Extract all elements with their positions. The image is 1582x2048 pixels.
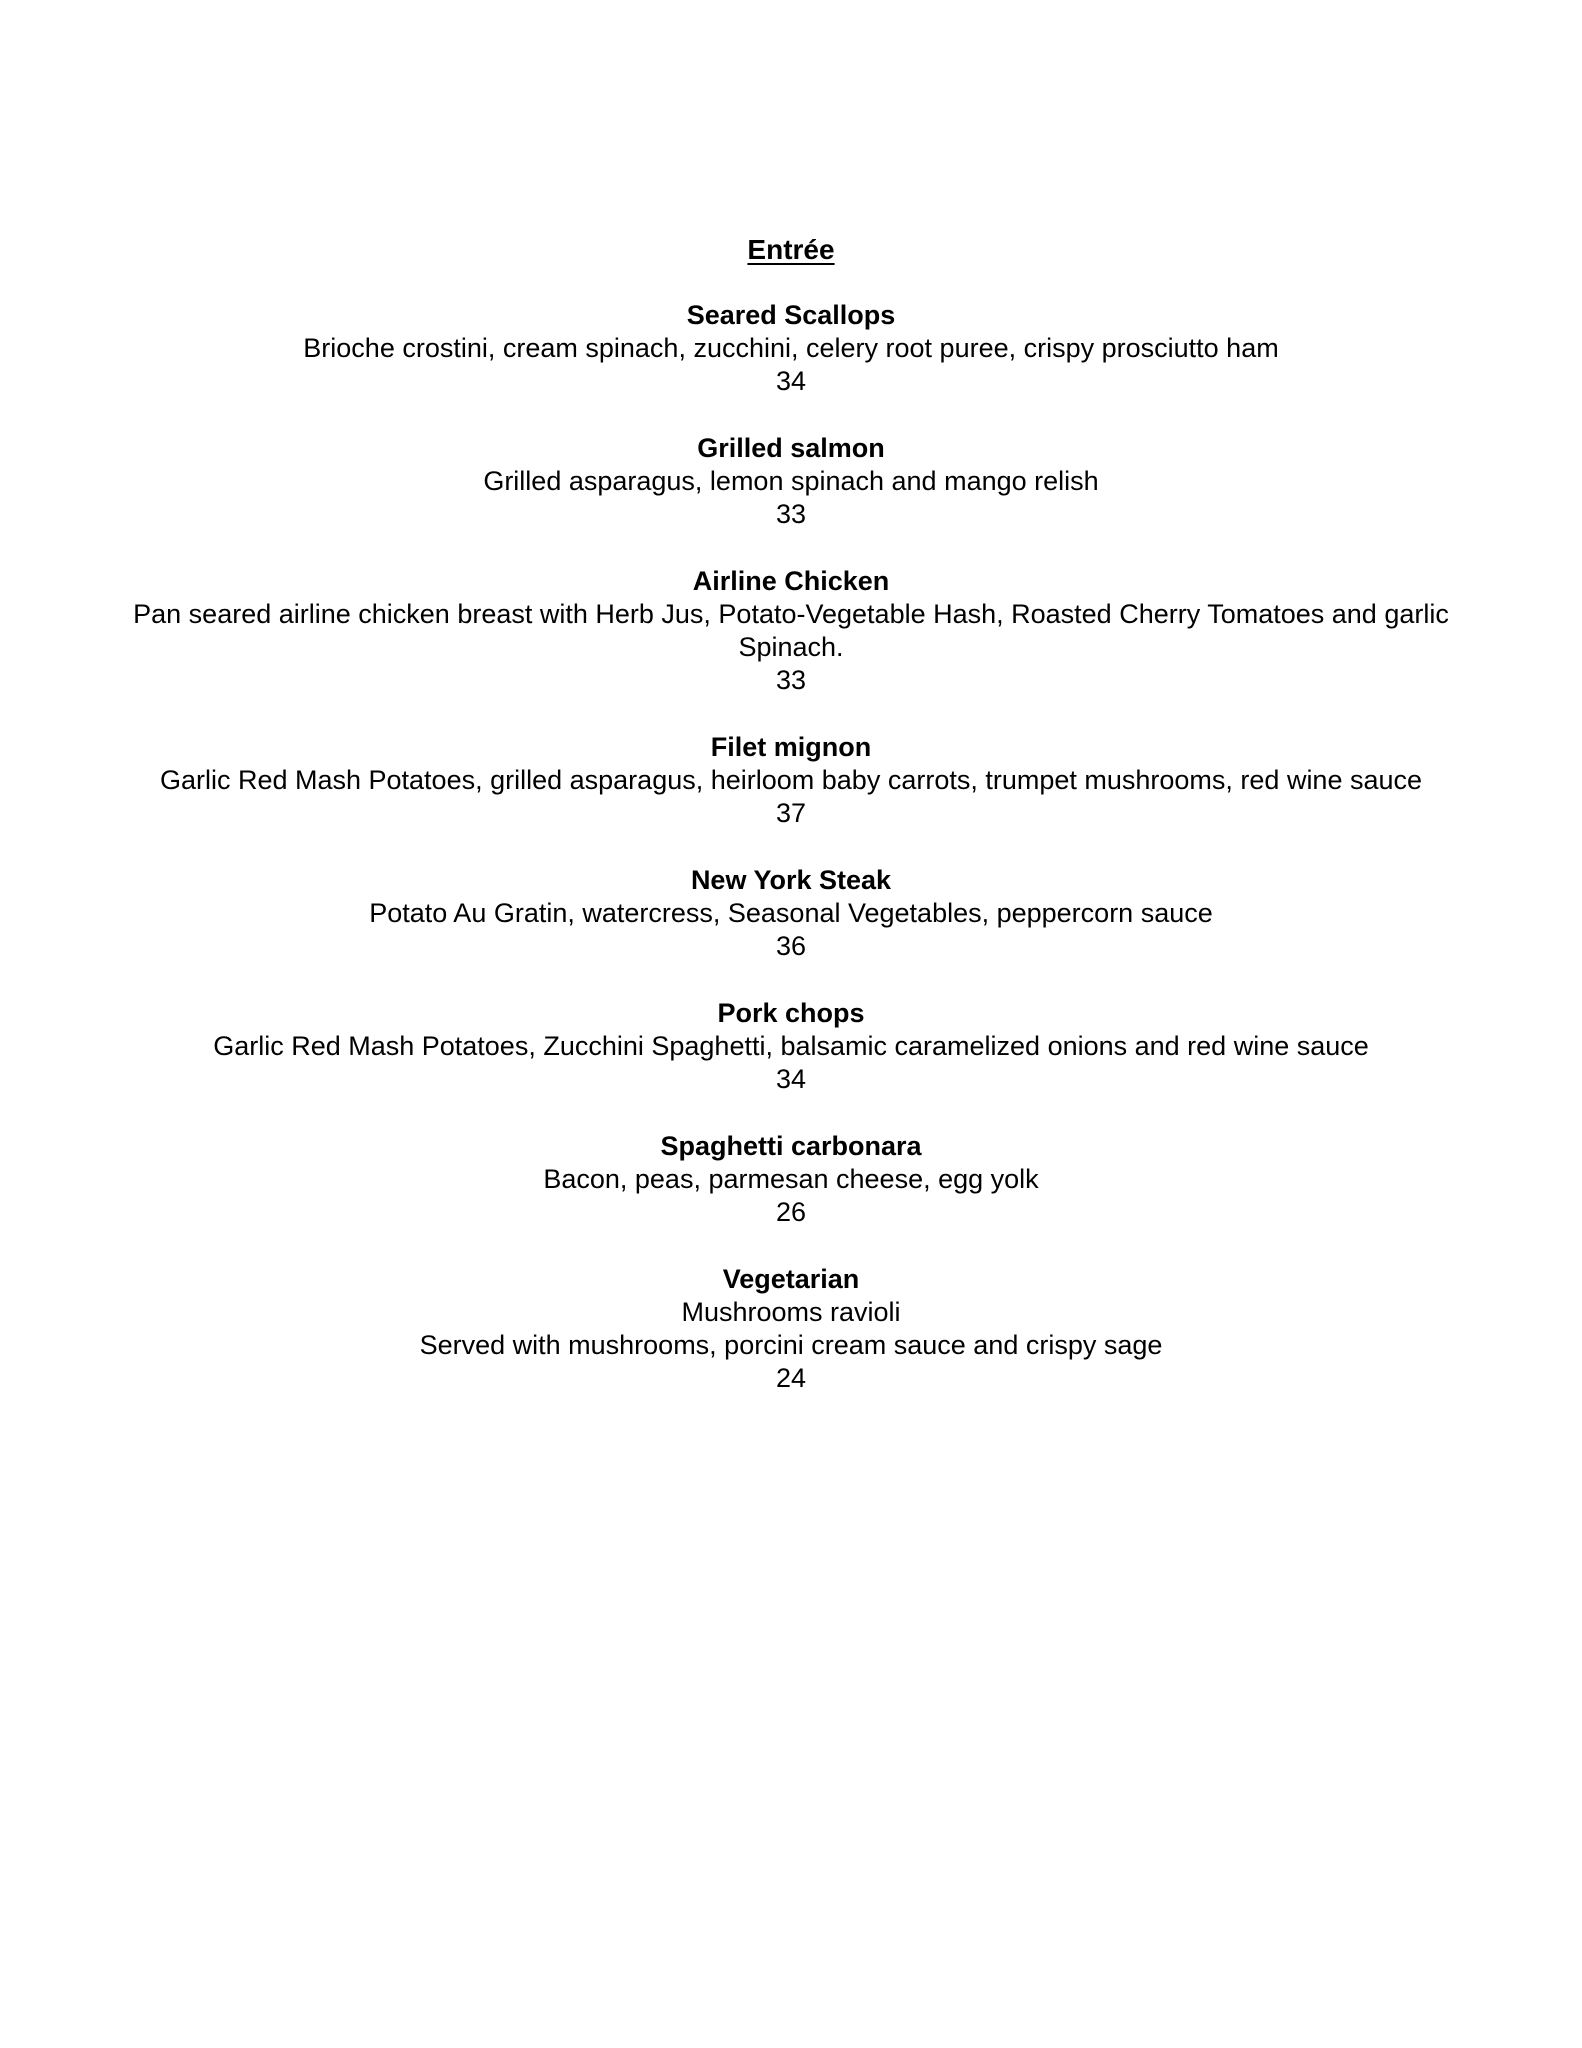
item-name: Seared Scallops — [686, 300, 896, 330]
item-price: 33 — [775, 499, 807, 529]
item-name: New York Steak — [690, 865, 892, 895]
menu-item — [90, 1130, 1492, 1229]
menu-item — [90, 565, 1492, 697]
menu-item — [90, 731, 1492, 830]
item-price: 34 — [775, 366, 807, 396]
item-price: 24 — [775, 1363, 807, 1393]
item-description: Potato Au Gratin, watercress, Seasonal Vegetables, peppercorn sauce — [369, 898, 1213, 928]
menu-item — [90, 432, 1492, 531]
menu-item — [90, 1263, 1492, 1395]
item-description: Bacon, peas, parmesan cheese, egg yolk — [543, 1164, 1039, 1194]
item-description: Grilled asparagus, lemon spinach and mango relish — [483, 466, 1099, 496]
item-description: Garlic Red Mash Potatoes, Zucchini Spaghetti, balsamic caramelized onions and red wine sauce — [213, 1031, 1369, 1061]
item-price: 33 — [775, 665, 807, 695]
item-name: Vegetarian — [722, 1264, 860, 1294]
menu-list — [90, 299, 1492, 1429]
menu-item — [90, 864, 1492, 963]
section-title: Entrée — [747, 234, 835, 265]
item-price: 26 — [775, 1197, 807, 1227]
item-subtitle: Mushrooms ravioli — [681, 1297, 901, 1327]
item-price: 37 — [775, 798, 807, 828]
item-description: Served with mushrooms, porcini cream sauce and crispy sage — [419, 1330, 1163, 1360]
item-name: Grilled salmon — [697, 433, 885, 463]
item-price: 34 — [775, 1064, 807, 1094]
item-price: 36 — [775, 931, 807, 961]
item-description: Garlic Red Mash Potatoes, grilled asparagus, heirloom baby carrots, trumpet mushrooms, red wine sauce — [159, 765, 1423, 795]
menu-item — [90, 299, 1492, 398]
menu-item — [90, 997, 1492, 1096]
item-name: Pork chops — [717, 998, 865, 1028]
item-name: Spaghetti carbonara — [660, 1131, 922, 1161]
item-description: Pan seared airline chicken breast with Herb Jus, Potato-Vegetable Hash, Roasted Cherry Tomatoes and garlic Spinach. — [133, 599, 1449, 662]
item-name: Filet mignon — [710, 732, 872, 762]
item-description: Brioche crostini, cream spinach, zucchini, celery root puree, crispy prosciutto ham — [303, 333, 1279, 363]
item-name: Airline Chicken — [692, 566, 890, 596]
